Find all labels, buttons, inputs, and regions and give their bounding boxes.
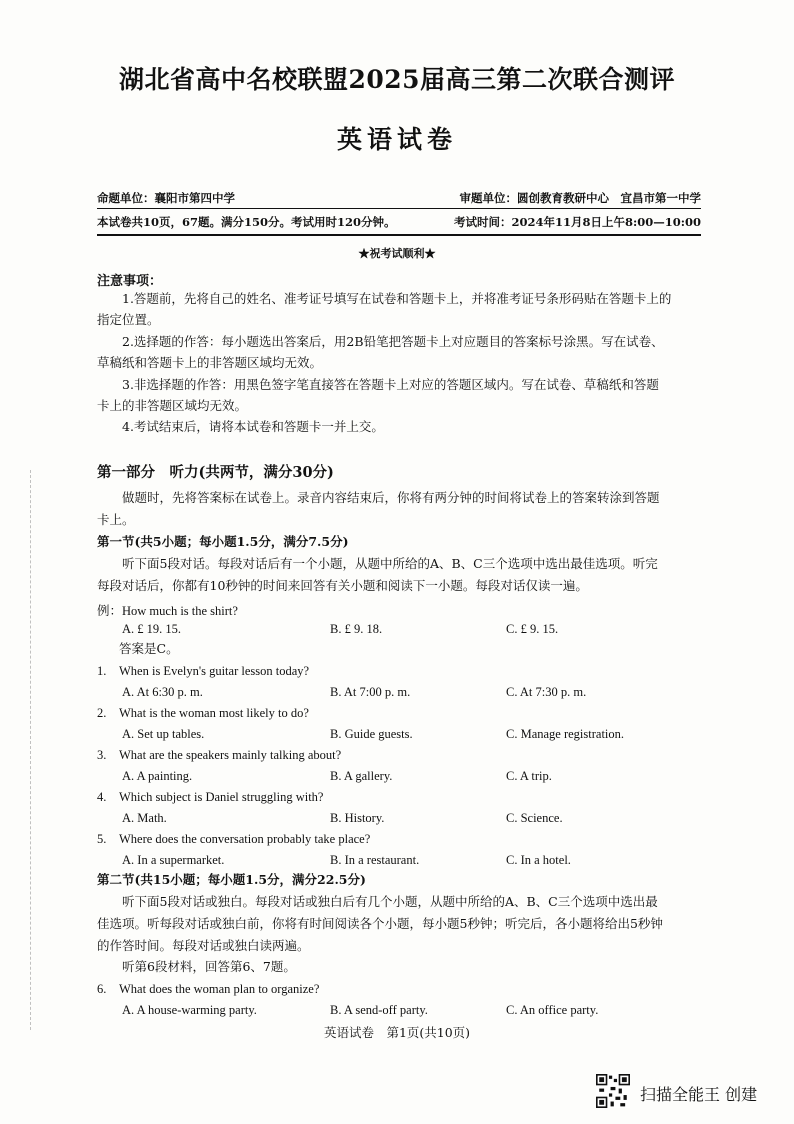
section1-directions: 每段对话后，你都有10秒钟的时间来回答有关小题和阅读下一小题。每段对话仅读一遍。: [97, 578, 588, 593]
question-number: 1.: [97, 664, 107, 678]
option-b: B. In a restaurant.: [330, 853, 420, 867]
scanner-watermark: 扫描全能王 创建: [640, 1085, 758, 1104]
option-b: B. A gallery.: [330, 769, 393, 783]
section2-directions: 听下面5段对话或独白。每段对话或独白后有几个小题，从题中所给的A、B、C三个选项中选出最: [122, 894, 658, 909]
option-b: B. At 7:00 p. m.: [330, 685, 411, 699]
notice-title: 注意事项：: [97, 274, 163, 289]
example-answer: 答案是C。: [119, 641, 179, 656]
exam-subtitle: 英语试卷: [336, 125, 457, 154]
option-c: C. Science.: [506, 811, 563, 825]
option-b: B. History.: [330, 811, 385, 825]
material-label: 听第6段材料，回答第6、7题。: [122, 959, 296, 974]
example-option-c: C. £ 9. 15.: [506, 622, 559, 636]
notice-line: 1.答题前，先将自己的姓名、准考证号填写在试卷和答题卡上，并将准考证号条形码贴在答题卡上的: [122, 291, 672, 306]
example-question: 例：How much is the shirt?: [97, 604, 238, 618]
proposer-unit: 命题单位：襄阳市第四中学: [97, 191, 235, 205]
exam-title: 湖北省高中名校联盟2025届高三第二次联合测评: [118, 65, 676, 94]
option-b: B. A send-off party.: [330, 1003, 428, 1017]
exam-time: 考试时间：2024年11月8日上午8:00—10:00: [453, 215, 701, 229]
option-a: A. Math.: [122, 811, 167, 825]
option-a: A. A house-warming party.: [122, 1003, 257, 1017]
option-a: A. At 6:30 p. m.: [122, 685, 203, 699]
example-option-b: B. £ 9. 18.: [330, 622, 383, 636]
notice-line: 4.考试结束后，请将本试卷和答题卡一并上交。: [122, 419, 384, 434]
question-text: Where does the conversation probably take place?: [119, 832, 371, 846]
option-b: B. Guide guests.: [330, 727, 413, 741]
info-row-exam: [97, 210, 701, 236]
option-c: C. Manage registration.: [506, 727, 625, 741]
option-a: A. In a supermarket.: [122, 853, 225, 867]
question-text: Which subject is Daniel struggling with?: [119, 790, 324, 804]
notice-line: 指定位置。: [97, 312, 160, 327]
section1-heading: 第一节(共5小题；每小题1.5分，满分7.5分): [97, 534, 349, 549]
section1-directions: 听下面5段对话。每段对话后有一个小题，从题中所给的A、B、C三个选项中选出最佳选项。听完: [122, 556, 658, 571]
part1-intro: 做题时，先将答案标在试卷上。录音内容结束后，你将有两分钟的时间将试卷上的答案转涂到答题: [122, 490, 660, 505]
section2-directions: 佳选项。听每段对话或独白前，你将有时间阅读各个小题，每小题5秒钟；听完后，各小题将给出5秒钟: [97, 916, 663, 931]
question-number: 2.: [97, 706, 107, 720]
part1-heading: 第一部分 听力(共两节，满分30分): [97, 464, 334, 481]
section2-heading: 第二节(共15小题；每小题1.5分，满分22.5分): [97, 872, 366, 887]
option-c: C. In a hotel.: [506, 853, 571, 867]
question-number: 3.: [97, 748, 107, 762]
option-a: A. Set up tables.: [122, 727, 205, 741]
exam-info: 本试卷共10页，67题。满分150分。考试用时120分钟。: [97, 215, 396, 229]
option-c: C. A trip.: [506, 769, 552, 783]
part1-intro: 卡上。: [97, 512, 135, 527]
qr-code-icon: [596, 1074, 630, 1108]
question-text: What are the speakers mainly talking about?: [119, 748, 342, 762]
question-number: 5.: [97, 832, 107, 846]
page-footer: 英语试卷 第1页(共10页): [323, 1025, 471, 1040]
info-row-units: [97, 186, 701, 209]
option-a: A. A painting.: [122, 769, 193, 783]
question-number: 6.: [97, 982, 107, 996]
option-c: C. At 7:30 p. m.: [506, 685, 587, 699]
notice-line: 2.选择题的作答：每小题选出答案后，用2B铅笔把答题卡上对应题目的答案标号涂黑。写在试卷、: [122, 334, 664, 349]
notice-line: 草稿纸和答题卡上的非答题区域均无效。: [97, 355, 323, 370]
question-text: When is Evelyn's guitar lesson today?: [119, 664, 310, 678]
section2-directions: 的作答时间。每段对话或独白读两遍。: [97, 938, 310, 953]
question-number: 4.: [97, 790, 107, 804]
question-text: What is the woman most likely to do?: [119, 706, 309, 720]
page-edge-line: [30, 470, 32, 1030]
reviewer-unit: 审题单位：圆创教育教研中心 宜昌市第一中学: [459, 191, 701, 205]
notice-line: 卡上的非答题区域均无效。: [97, 398, 248, 413]
example-option-a: A. £ 19. 15.: [122, 622, 182, 636]
notice-line: 3.非选择题的作答：用黑色签字笔直接答在答题卡上对应的答题区域内。写在试卷、草稿纸和答题: [122, 377, 659, 392]
question-text: What does the woman plan to organize?: [119, 982, 320, 996]
blessing: ★祝考试顺利★: [358, 247, 436, 260]
option-c: C. An office party.: [506, 1003, 599, 1017]
